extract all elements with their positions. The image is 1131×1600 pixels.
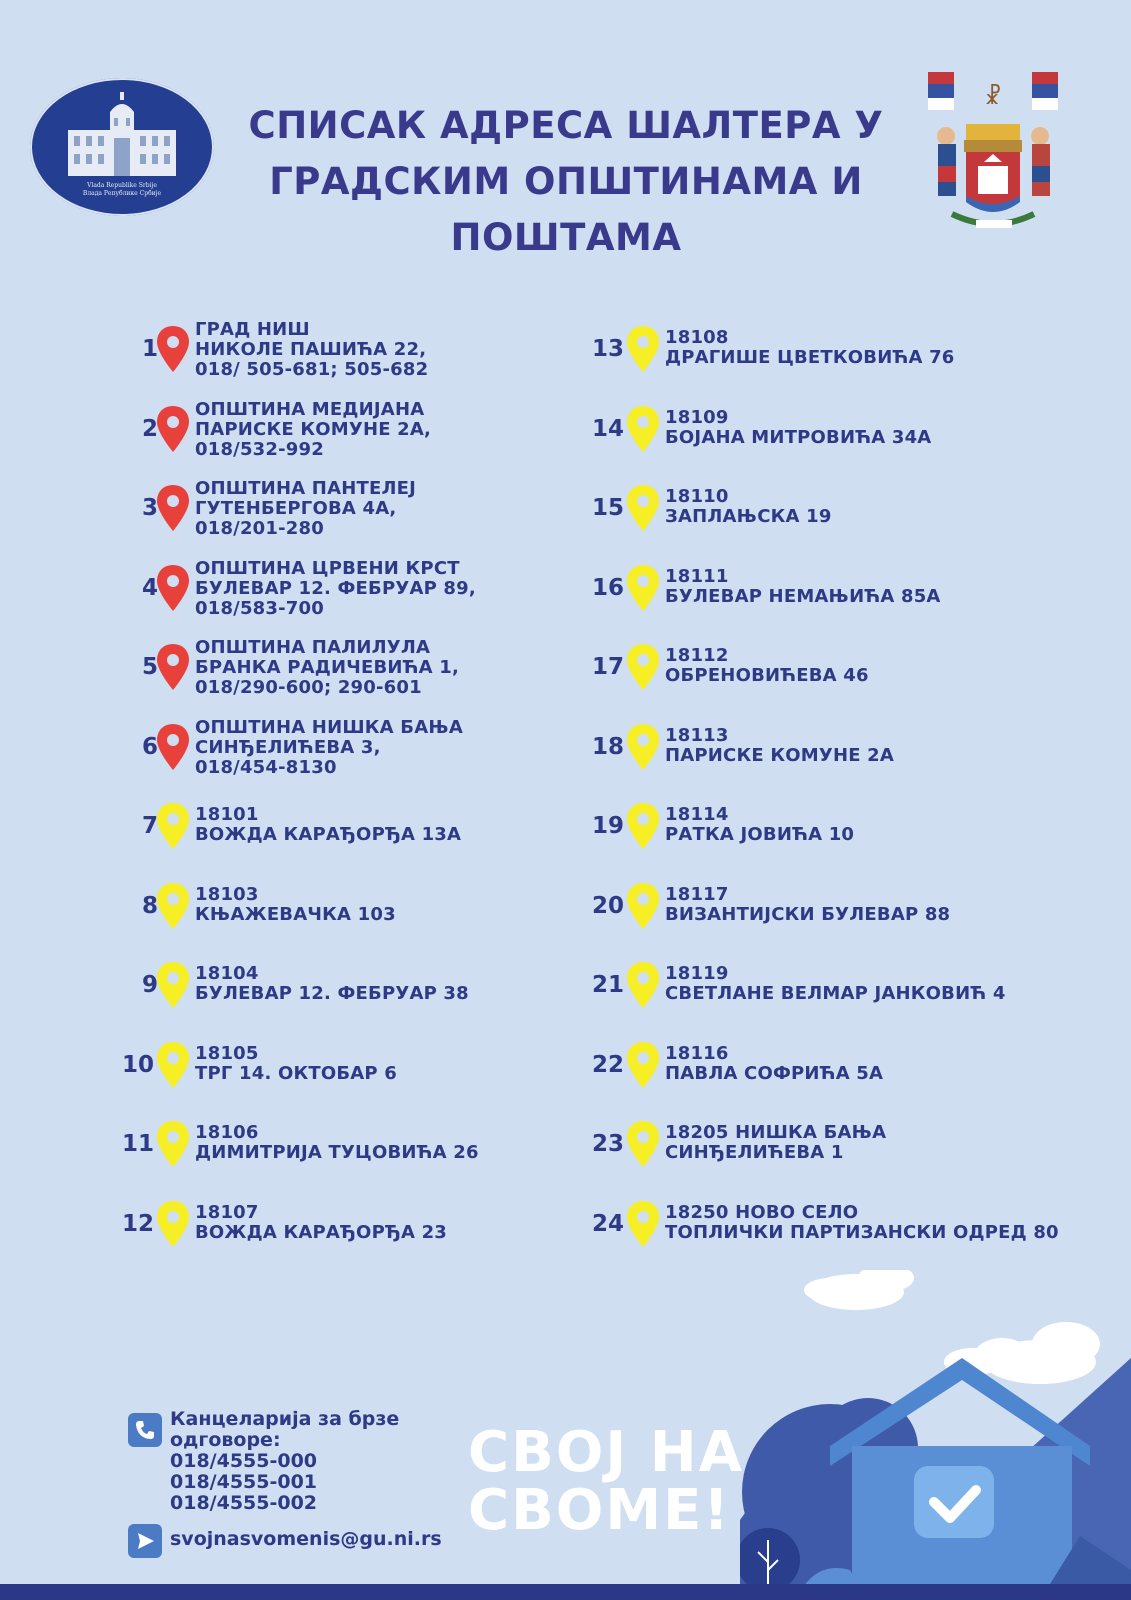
house-illustration [740, 1270, 1131, 1600]
list-item [590, 883, 1130, 957]
location-pin-yellow-icon [624, 881, 662, 931]
item-number: 9 [141, 972, 158, 998]
list-item [590, 1042, 1130, 1116]
item-number: 6 [141, 733, 158, 760]
location-pin-red-icon [154, 563, 192, 613]
item-number: 20 [591, 892, 624, 919]
address-line: 018/583-700 [195, 597, 324, 619]
item-address [665, 1123, 886, 1163]
municipality-address-list [120, 319, 580, 1280]
address-line: ПАРИСКЕ КОМУНЕ 2А [665, 744, 895, 766]
contact-line: Канцеларија за брзе [170, 1408, 400, 1430]
item-number: 5 [141, 654, 158, 680]
item-address [665, 885, 950, 925]
item-number: 17 [591, 654, 624, 680]
contact-line: одговоре: [170, 1429, 281, 1451]
item-address [195, 479, 416, 539]
address-line: 18109 [665, 406, 729, 428]
item-number: 24 [591, 1210, 624, 1237]
list-item [590, 1201, 1130, 1275]
item-number: 22 [591, 1051, 624, 1078]
list-item [120, 398, 660, 480]
item-number: 12 [121, 1210, 154, 1237]
address-line: 18114 [665, 804, 729, 825]
location-pin-red-icon [154, 642, 192, 692]
item-number: 10 [121, 1051, 154, 1078]
item-address [665, 805, 854, 845]
location-pin-yellow-icon [154, 1040, 192, 1090]
address-line: ОПШТИНА ЦРВЕНИ КРСТ [195, 557, 460, 579]
address-line: БРАНКА РАДИЧЕВИЋА 1, [195, 657, 460, 678]
list-item [590, 565, 1130, 639]
item-address [195, 559, 476, 619]
address-line: ПАРИСКЕ КОМУНЕ 2А, [195, 418, 432, 440]
address-line: 018/ 505-681; 505-682 [195, 359, 429, 380]
logo-caption-latin: Vlada Republike Srbije [87, 182, 157, 189]
item-number: 7 [141, 813, 158, 839]
item-address [665, 646, 869, 686]
address-line: 18103 [195, 883, 259, 905]
item-address [665, 487, 832, 527]
address-line: ПАВЛА СОФРИЋА 5А [665, 1062, 884, 1084]
address-line: 18205 НИШКА БАЊА [665, 1122, 887, 1143]
contact-email-link[interactable]: svojnasvomenis@gu.ni.rs [170, 1528, 442, 1550]
address-line: ДРАГИШЕ ЦВЕТКОВИЋА 76 [665, 347, 955, 368]
item-address [665, 726, 894, 766]
location-pin-yellow-icon [154, 960, 192, 1010]
address-line: 18119 [665, 963, 729, 984]
svg-text:☧: ☧ [984, 85, 1002, 110]
address-line: ВОЖДА КАРАЂОРЂА 23 [195, 1221, 448, 1243]
contact-phone[interactable]: 018/4555-000 [170, 1450, 318, 1472]
list-item [120, 557, 660, 639]
address-line: 18111 [665, 565, 729, 587]
address-line: 18112 [665, 645, 729, 666]
item-address [665, 328, 955, 368]
item-address [195, 1044, 397, 1084]
address-line: 18101 [195, 804, 259, 825]
address-line: ОПШТИНА ПАЛИЛУЛА [195, 637, 431, 658]
address-line: ГУТЕНБЕРГОВА 4А, [195, 498, 397, 519]
item-address [195, 400, 431, 460]
address-line: ОБРЕНОВИЋЕВА 46 [665, 665, 869, 686]
address-line: СИНЂЕЛИЋЕВА 1 [665, 1142, 844, 1163]
address-line: ДИМИТРИЈА ТУЦОВИЋА 26 [195, 1142, 479, 1163]
location-pin-yellow-icon [624, 483, 662, 533]
location-pin-red-icon [154, 404, 192, 454]
list-item [590, 724, 1130, 798]
item-number: 15 [591, 495, 624, 521]
item-number: 13 [591, 336, 624, 362]
address-line: 18107 [195, 1201, 259, 1223]
address-line: 18105 [195, 1042, 259, 1064]
post-office-address-list [590, 327, 1110, 1280]
list-item [120, 716, 660, 798]
list-item [590, 406, 1130, 480]
address-line: ТРГ 14. ОКТОБАР 6 [195, 1062, 397, 1084]
location-pin-yellow-icon [154, 801, 192, 851]
list-item [120, 1122, 660, 1195]
item-number: 11 [121, 1131, 154, 1157]
address-line: 18110 [665, 486, 729, 507]
item-number: 4 [141, 574, 158, 601]
item-number: 21 [591, 972, 624, 998]
item-address [665, 1044, 883, 1084]
address-line: 18104 [195, 963, 259, 984]
location-pin-yellow-icon [154, 1199, 192, 1249]
address-line: ЗАПЛАЊСКА 19 [665, 506, 832, 527]
item-number: 1 [141, 336, 158, 362]
government-logo [30, 78, 214, 216]
item-address [195, 718, 463, 778]
address-line: ОПШТИНА МЕДИЈАНА [195, 398, 425, 420]
item-number: 8 [141, 892, 158, 919]
location-pin-red-icon [154, 722, 192, 772]
location-pin-yellow-icon [624, 1040, 662, 1090]
address-line: 18116 [665, 1042, 729, 1064]
item-address [665, 408, 931, 448]
location-pin-yellow-icon [154, 1119, 192, 1169]
location-pin-yellow-icon [624, 404, 662, 454]
address-line: ТОПЛИЧКИ ПАРТИЗАНСКИ ОДРЕД 80 [665, 1221, 1059, 1243]
location-pin-yellow-icon [624, 1199, 662, 1249]
list-item [590, 645, 1130, 718]
list-item [120, 478, 660, 559]
item-number: 23 [591, 1131, 624, 1157]
logo-caption-cyrillic: Влада Републике Србије [82, 190, 162, 197]
address-line: 018/532-992 [195, 438, 324, 460]
location-pin-yellow-icon [624, 801, 662, 851]
coat-of-arms-icon [926, 66, 1062, 236]
send-icon [128, 1524, 162, 1558]
list-item [590, 804, 1130, 877]
coat-of-arms-logo [926, 66, 1062, 236]
slogan-line-1: СВОЈ НА [468, 1420, 744, 1485]
location-pin-yellow-icon [624, 324, 662, 374]
list-item [590, 963, 1130, 1036]
list-item [120, 1042, 660, 1116]
list-item [120, 883, 660, 957]
contact-phone[interactable]: 018/4555-002 [170, 1492, 318, 1514]
item-address [665, 964, 1006, 1004]
item-address [195, 1123, 479, 1163]
bottom-bar [0, 1584, 1131, 1600]
title-line-3: ПОШТАМА [450, 216, 682, 259]
slogan-line-2: СВОМЕ! [468, 1478, 731, 1543]
title-line-2: ГРАДСКИМ ОПШТИНАМА И [269, 160, 863, 203]
contact-phone[interactable]: 018/4555-001 [170, 1471, 318, 1493]
list-item [120, 319, 660, 400]
address-line: 018/201-280 [195, 518, 324, 539]
list-item [120, 637, 660, 718]
address-line: БУЛЕВАР 12. ФЕБРУАР 38 [195, 983, 469, 1004]
address-line: НИКОЛЕ ПАШИЋА 22, [195, 339, 427, 360]
address-line: 018/454-8130 [195, 756, 337, 778]
address-line: ОПШТИНА НИШКА БАЊА [195, 716, 464, 738]
address-line: 18250 НОВО СЕЛО [665, 1201, 859, 1223]
item-number: 19 [591, 813, 624, 839]
location-pin-yellow-icon [624, 960, 662, 1010]
address-line: СВЕТЛАНЕ ВЕЛМАР ЈАНКОВИЋ 4 [665, 983, 1006, 1004]
list-item [590, 486, 1130, 559]
item-address [195, 320, 428, 380]
item-number: 18 [591, 733, 624, 760]
item-number: 14 [591, 415, 624, 442]
list-item [120, 1201, 660, 1275]
item-address [195, 805, 461, 845]
phone-icon [128, 1413, 162, 1447]
address-line: БУЛЕВАР НЕМАЊИЋА 85А [665, 585, 941, 607]
item-address [195, 885, 396, 925]
location-pin-red-icon [154, 324, 192, 374]
address-line: КЊАЖЕВАЧКА 103 [195, 903, 396, 925]
location-pin-yellow-icon [624, 642, 662, 692]
item-address [195, 638, 459, 698]
location-pin-yellow-icon [154, 881, 192, 931]
list-item [590, 327, 1130, 400]
slogan [468, 1420, 744, 1543]
item-address [665, 1203, 1059, 1243]
item-number: 2 [141, 415, 158, 442]
address-line: ОПШТИНА ПАНТЕЛЕЈ [195, 478, 416, 499]
address-line: ВОЖДА КАРАЂОРЂА 13А [195, 824, 462, 845]
address-line: ГРАД НИШ [195, 319, 310, 340]
item-number: 3 [141, 495, 158, 521]
address-line: СИНЂЕЛИЋЕВА 3, [195, 736, 381, 758]
item-address [195, 964, 469, 1004]
address-line: 18106 [195, 1122, 259, 1143]
location-pin-red-icon [154, 483, 192, 533]
location-pin-yellow-icon [624, 722, 662, 772]
item-address [665, 567, 941, 607]
address-line: 18108 [665, 327, 729, 348]
page-title [216, 98, 916, 266]
address-line: ВИЗАНТИЈСКИ БУЛЕВАР 88 [665, 903, 951, 925]
address-line: РАТКА ЈОВИЋА 10 [665, 824, 855, 845]
address-line: 018/290-600; 290-601 [195, 677, 422, 698]
item-number: 16 [591, 574, 624, 601]
list-item [120, 804, 660, 877]
contact-text [170, 1409, 399, 1514]
list-item [120, 963, 660, 1036]
address-line: БОЈАНА МИТРОВИЋА 34А [665, 426, 932, 448]
address-line: 18113 [665, 724, 729, 746]
item-address [195, 1203, 447, 1243]
title-line-1: СПИСАК АДРЕСА ШАЛТЕРА У [248, 104, 884, 147]
location-pin-yellow-icon [624, 1119, 662, 1169]
location-pin-yellow-icon [624, 563, 662, 613]
address-line: БУЛЕВАР 12. ФЕБРУАР 89, [195, 577, 476, 599]
address-line: 18117 [665, 883, 729, 905]
list-item [590, 1122, 1130, 1195]
